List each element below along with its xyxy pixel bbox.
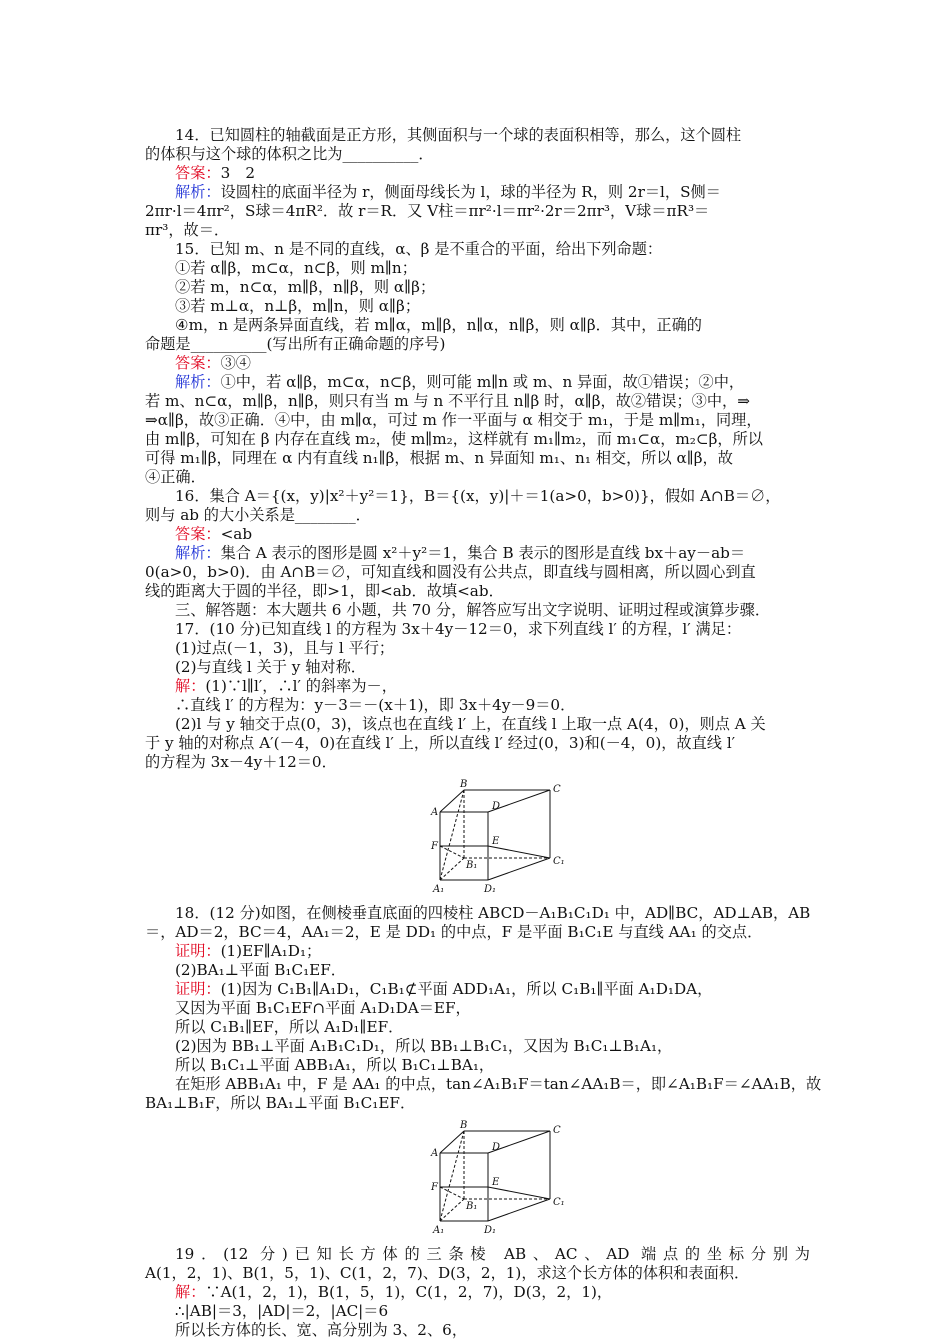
q18-prove-2: (2)BA₁⊥平面 B₁C₁EF． (175, 961, 346, 979)
q17-solution-4: 于 y 轴的对称点 A′(－4，0)在直线 l′ 上，所以直线 l′ 经过(0，3)和(－4，0)，故直线 l′ (145, 734, 736, 752)
solution-text: ①中，若 α∥β，m⊂α，n⊂β，则可能 m∥n 或 m、n 异面，故①错误；②中， (220, 373, 745, 391)
q17-solution-1 (145, 677, 810, 696)
q19-solution-1 (145, 1283, 810, 1302)
fig-label-d1: D₁ (484, 884, 497, 895)
q14-solution-1 (145, 183, 810, 202)
prism-figure-2 (430, 1119, 580, 1239)
fig-label-f: F (431, 841, 438, 852)
q19-solution-2: ∴|AB|＝3，|AD|＝2，|AC|＝6 (175, 1302, 389, 1320)
answer-value: ③④ (220, 354, 251, 372)
solution-text: (1)∵l∥l′，∴l′ 的斜率为－， (205, 677, 397, 695)
q18-proof-2: 又因为平面 B₁C₁EF∩平面 A₁D₁DA＝EF， (175, 999, 471, 1017)
answer-value: <ab (220, 525, 253, 543)
q17-solution-3: (2)l 与 y 轴交于点(0，3)，该点也在直线 l′ 上，在直线 l 上取一点 A(4，0)，则点 A 关 (175, 715, 766, 733)
fig-label-a1: A₁ (433, 884, 445, 895)
q19-solution-3: 所以长方体的长、宽、高分别为 3、2、6， (175, 1321, 468, 1339)
q16-solution-2: 0(a>0，b>0)．由 A∩B＝∅，可知直线和圆没有公共点，即直线与圆相离，所以圆心到直 (145, 563, 756, 581)
solution-label: 解析： (175, 544, 221, 562)
q16-solution-3: 线的距离大于圆的半径，即>1，即<ab．故填<ab． (145, 582, 504, 600)
q18-proof-7: BA₁⊥B₁F，所以 BA₁⊥平面 B₁C₁EF． (145, 1094, 416, 1112)
q19-line-2: A(1，2，1)、B(1，5，1)、C(1，2，7)、D(3，2，1)，求这个长方体的体积和表面积． (145, 1264, 750, 1282)
proof-label: 证明： (175, 942, 221, 960)
q18-proof-4: (2)因为 BB₁⊥平面 A₁B₁C₁D₁，所以 BB₁⊥B₁C₁，又因为 B₁C₁⊥B₁A₁， (175, 1037, 673, 1055)
q16-answer (145, 525, 810, 544)
document-body (145, 126, 822, 1340)
fig-label-d: D (492, 801, 501, 812)
proof-label: 证明： (175, 980, 221, 998)
q15-solution-4: 由 m∥β，可知在 β 内存在直线 m₂，使 m∥m₂，这样就有 m₁∥m₂，而 m₁⊂α，m₂⊂β，所以 (145, 430, 763, 448)
fig-label-b1: B₁ (466, 860, 478, 871)
solution-text: ∵A(1，2，1)，B(1，5，1)，C(1，2，7)，D(3，2，1)， (205, 1283, 613, 1301)
q15-solution-2: 若 m、n⊂α，m∥β，n∥β，则只有当 m 与 n 不平行且 n∥β 时，α∥β，故②错误；③中，⇒ (145, 392, 750, 410)
q18-line-1: 18．(12 分)如图，在侧棱垂直底面的四棱柱 ABCD－A₁B₁C₁D₁ 中，AD∥BC，AD⊥AB，AB (175, 904, 811, 922)
fig-label-b: B (460, 779, 468, 790)
q15-line-4: ③若 m⊥α，n⊥β，m∥n，则 α∥β； (175, 297, 421, 315)
proof-text: (1)EF∥A₁D₁； (220, 942, 322, 960)
fig2-label-f: F (431, 1182, 438, 1193)
fig-label-e: E (492, 836, 500, 847)
q15-line-3: ②若 m，n⊂α，m∥β，n∥β，则 α∥β； (175, 278, 436, 296)
q17-solution-2: ∴直线 l′ 的方程为：y－3＝－(x＋1)，即 3x＋4y－9＝0． (175, 696, 576, 714)
q19-line-1: 19．(12 分)已知长方体的三条棱 AB、AC、AD 端点的坐标分别为 (175, 1245, 810, 1263)
fig2-label-d1: D₁ (484, 1225, 497, 1236)
q18-proof-3: 所以 C₁B₁∥EF，所以 A₁D₁∥EF． (175, 1018, 404, 1036)
q15-line-1: 15．已知 m、n 是不同的直线，α、β 是不重合的平面，给出下列命题： (175, 240, 663, 258)
q16-line-2: 则与 ab 的大小关系是________． (145, 506, 371, 524)
prism-figure (430, 778, 580, 898)
fig-label-a: A (431, 807, 439, 818)
solution-label: 解析： (175, 373, 221, 391)
solution-label: 解析： (175, 183, 221, 201)
q15-line-5: ④m，n 是两条异面直线，若 m∥α，m∥β，n∥α，n∥β，则 α∥β．其中，正确的 (175, 316, 702, 334)
fig-label-c1: C₁ (553, 856, 565, 867)
solution-label: 解： (175, 1283, 206, 1301)
q18-proof-5: 所以 B₁C₁⊥平面 ABB₁A₁，所以 B₁C₁⊥BA₁， (175, 1056, 495, 1074)
fig2-label-b: B (460, 1120, 468, 1131)
answer-label: 答案： (175, 354, 221, 372)
q18-proof-1 (145, 980, 810, 999)
answer-label: 答案： (175, 525, 221, 543)
solution-label: 解： (175, 677, 206, 695)
q18-proof-6: 在矩形 ABB₁A₁ 中，F 是 AA₁ 的中点，tan∠A₁B₁F＝tan∠AA₁B＝，即∠A₁B₁F＝∠AA₁B，故 (175, 1075, 822, 1093)
fig2-label-e: E (492, 1177, 500, 1188)
q17-line-3: (2)与直线 l 关于 y 轴对称． (175, 658, 366, 676)
q16-line-1: 16．集合 A＝{(x，y)|x²＋y²＝1}，B＝{(x，y)|＋＝1(a>0，b>0)}，假如 A∩B＝∅， (175, 487, 781, 505)
fig2-label-d: D (492, 1142, 501, 1153)
q15-answer (145, 354, 810, 373)
solution-text: 集合 A 表示的图形是圆 x²＋y²＝1，集合 B 表示的图形是直线 bx＋ay－ab＝ (220, 544, 746, 562)
q15-line-2: ①若 α∥β，m⊂α，n⊂β，则 m∥n； (175, 259, 417, 277)
q14-line-1: 14．已知圆柱的轴截面是正方形，其侧面积与一个球的表面积相等，那么，这个圆柱 (175, 126, 742, 144)
q17-line-1: 17．(10 分)已知直线 l 的方程为 3x＋4y－12＝0，求下列直线 l′ 的方程，l′ 满足： (175, 620, 742, 638)
q14-line-2: 的体积与这个球的体积之比为__________． (145, 145, 434, 163)
q15-solution-6: ④正确． (145, 468, 206, 486)
answer-value: 3 2 (220, 164, 256, 182)
q17-line-2: (1)过点(－1，3)，且与 l 平行； (175, 639, 395, 657)
q15-solution-1 (145, 373, 810, 392)
fig2-label-b1: B₁ (466, 1201, 478, 1212)
answer-label: 答案： (175, 164, 221, 182)
fig2-label-c: C (553, 1125, 561, 1136)
q15-line-6: 命题是__________(写出所有正确命题的序号) (145, 335, 446, 353)
q16-solution-1 (145, 544, 810, 563)
solution-text: 设圆柱的底面半径为 r，侧面母线长为 l，球的半径为 R，则 2r＝l，S侧＝ (220, 183, 721, 201)
section-heading: 三、解答题：本大题共 6 小题，共 70 分，解答应写出文字说明、证明过程或演算步骤． (175, 601, 771, 619)
q14-answer (145, 164, 810, 183)
fig2-label-a1: A₁ (433, 1225, 445, 1236)
fig2-label-a: A (431, 1148, 439, 1159)
q15-solution-5: 可得 m₁∥β，同理在 α 内有直线 n₁∥β，根据 m、n 异面知 m₁、n₁ 相交，所以 α∥β，故 (145, 449, 733, 467)
fig2-label-c1: C₁ (553, 1197, 565, 1208)
q18-prove-1 (145, 942, 810, 961)
q14-solution-3: πr³，故＝． (145, 221, 230, 239)
fig-label-c: C (553, 784, 561, 795)
q15-solution-3: ⇒α∥β，故③正确．④中，由 m∥α，可过 m 作一平面与 α 相交于 m₁，于是 m∥m₁，同理， (145, 411, 762, 429)
q17-solution-5: 的方程为 3x－4y＋12＝0． (145, 753, 337, 771)
q14-solution-2: 2πr·l＝4πr²，S球＝4πR²．故 r＝R．又 V柱＝πr²·l＝πr²·2r＝2πr³，V球＝πR³＝ (145, 202, 710, 220)
q18-line-2: ＝，AD＝2，BC＝4，AA₁＝2，E 是 DD₁ 的中点，F 是平面 B₁C₁E 与直线 AA₁ 的交点． (145, 923, 763, 941)
proof-text: (1)因为 C₁B₁∥A₁D₁，C₁B₁⊄平面 ADD₁A₁，所以 C₁B₁∥平面 A₁D₁DA， (220, 980, 713, 998)
